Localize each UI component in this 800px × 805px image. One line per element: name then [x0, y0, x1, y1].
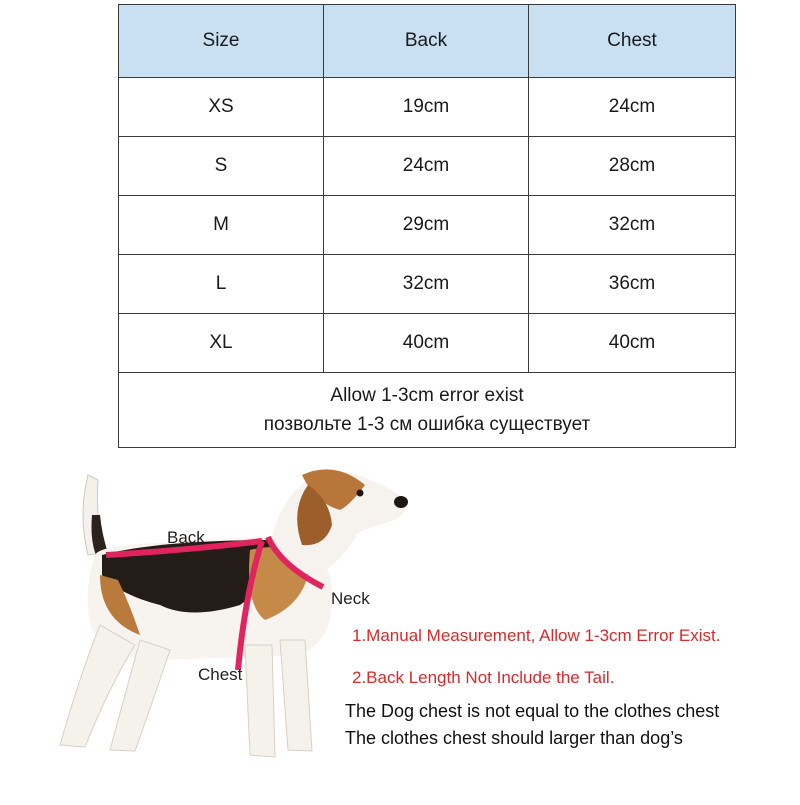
cell-size: L: [119, 255, 324, 314]
back-label: Back: [167, 528, 205, 547]
cell-back: 24cm: [324, 137, 529, 196]
cell-chest: 32cm: [529, 196, 736, 255]
cell-size: M: [119, 196, 324, 255]
cell-chest: 24cm: [529, 78, 736, 137]
table-header-row: [119, 5, 736, 78]
cell-back: 40cm: [324, 314, 529, 373]
cell-back: 19cm: [324, 78, 529, 137]
table-row: [119, 255, 736, 314]
note-manual-measurement: 1.Manual Measurement, Allow 1-3cm Error Exist.: [352, 626, 721, 645]
cell-size: XS: [119, 78, 324, 137]
note-back-length: 2.Back Length Not Include the Tail.: [352, 668, 615, 687]
note-clothes-larger: The clothes chest should larger than dog’s: [345, 728, 683, 748]
cell-back: 29cm: [324, 196, 529, 255]
cell-size: XL: [119, 314, 324, 373]
header-size: Size: [119, 5, 324, 78]
cell-chest: 36cm: [529, 255, 736, 314]
cell-back: 32cm: [324, 255, 529, 314]
table-row: [119, 196, 736, 255]
chest-label: Chest: [198, 665, 243, 684]
table-row: [119, 78, 736, 137]
header-back: Back: [324, 5, 529, 78]
cell-chest: 40cm: [529, 314, 736, 373]
note-chest-not-equal: The Dog chest is not equal to the clothes chest: [345, 701, 720, 721]
table-row: [119, 137, 736, 196]
error-note-russian: позвольте 1-3 см ошибка существует: [263, 414, 591, 435]
table-note-row: [119, 373, 736, 448]
size-table: [118, 4, 736, 448]
cell-chest: 28cm: [529, 137, 736, 196]
header-chest: Chest: [529, 5, 736, 78]
table-row: [119, 314, 736, 373]
neck-label: Neck: [331, 589, 370, 608]
cell-size: S: [119, 137, 324, 196]
error-note-english: Allow 1-3cm error exist: [330, 385, 524, 406]
error-note-cell: [119, 373, 736, 448]
